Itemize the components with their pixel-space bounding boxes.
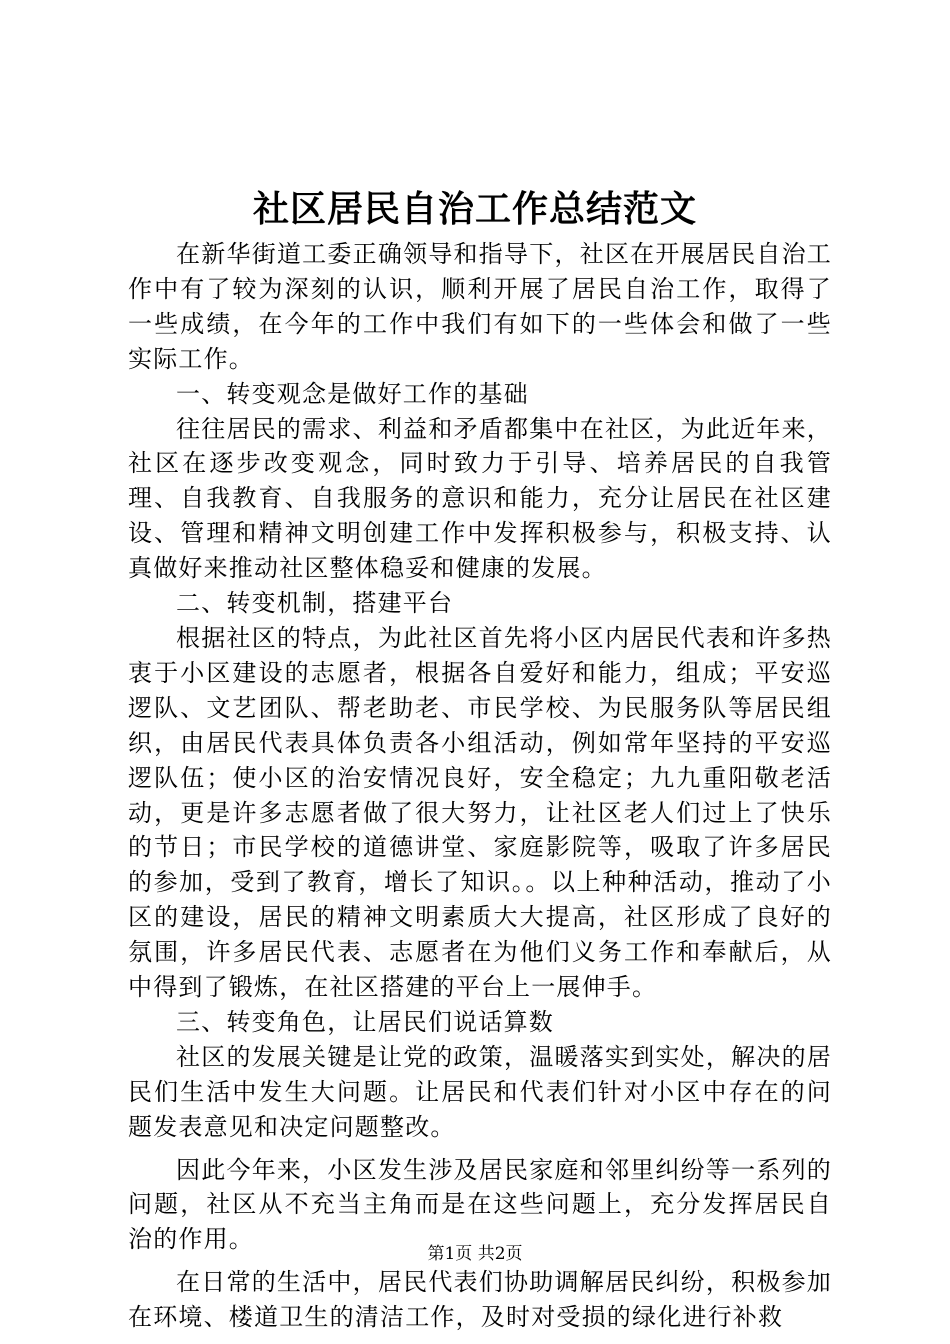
section-heading-2: 二、转变机制，搭建平台 <box>176 589 454 618</box>
section-heading-3: 三、转变角色，让居民们说话算数 <box>176 1007 554 1036</box>
section-heading-1: 一、转变观念是做好工作的基础 <box>176 379 529 408</box>
page-indicator: 第1页 共2页 <box>427 1244 523 1264</box>
document-title: 社区居民自治工作总结范文 <box>252 188 697 230</box>
paragraph-section-3c: 在日常的生活中，居民代表们协助调解居民纠纷，积极参加在环境、楼道卫生的清洁工作，及时对受损的绿化进行补救 <box>128 1268 832 1332</box>
paragraph-intro: 在新华街道工委正确领导和指导下，社区在开展居民自治工作中有了较为深刻的认识，顺利开展了居民自治工作，取得了一些成绩，在今年的工作中我们有如下的一些体会和做了一些实际工作。 <box>128 240 832 373</box>
paragraph-section-2: 根据社区的特点，为此社区首先将小区内居民代表和许多热衷于小区建设的志愿者，根据各自爱好和能力，组成；平安巡逻队、文艺团队、帮老助老、市民学校、为民服务队等居民组织，由居民代表具体负责各小组活动，例如常年坚持的平安巡逻队伍；使小区的治安情况良好，安全稳定；九九重阳敬老活动，更是许多志愿者做了很大努力，让社区老人们过上了快乐的节日；市民学校的道德讲堂、家庭影院等，吸取了许多居民的参加，受到了教育，增长了知识。。以上种种活动，推动了小区的建设，居民的精神文明素质大大提高，社区形成了良好的氛围，许多居民代表、志愿者在为他们义务工作和奉献后，从中得到了锻炼，在社区搭建的平台上一展伸手。 <box>128 623 832 1002</box>
paragraph-section-1: 往往居民的需求、利益和矛盾都集中在社区，为此近年来，社区在逐步改变观念，同时致力于引导、培养居民的自我管理、自我教育、自我服务的意识和能力，充分让居民在社区建设、管理和精神文明创建工作中发挥积极参与，积极支持、认真做好来推动社区整体稳妥和健康的发展。 <box>128 414 832 583</box>
document-body <box>128 237 832 1335</box>
paragraph-section-3b: 因此今年来，小区发生涉及居民家庭和邻里纠纷等一系列的问题，社区从不充当主角而是在这些问题上，充分发挥居民自治的作用。 <box>128 1155 832 1254</box>
paragraph-section-3a: 社区的发展关键是让党的政策，温暖落实到实处，解决的居民们生活中发生大问题。让居民和代表们针对小区中存在的问题发表意见和决定问题整改。 <box>128 1042 832 1141</box>
